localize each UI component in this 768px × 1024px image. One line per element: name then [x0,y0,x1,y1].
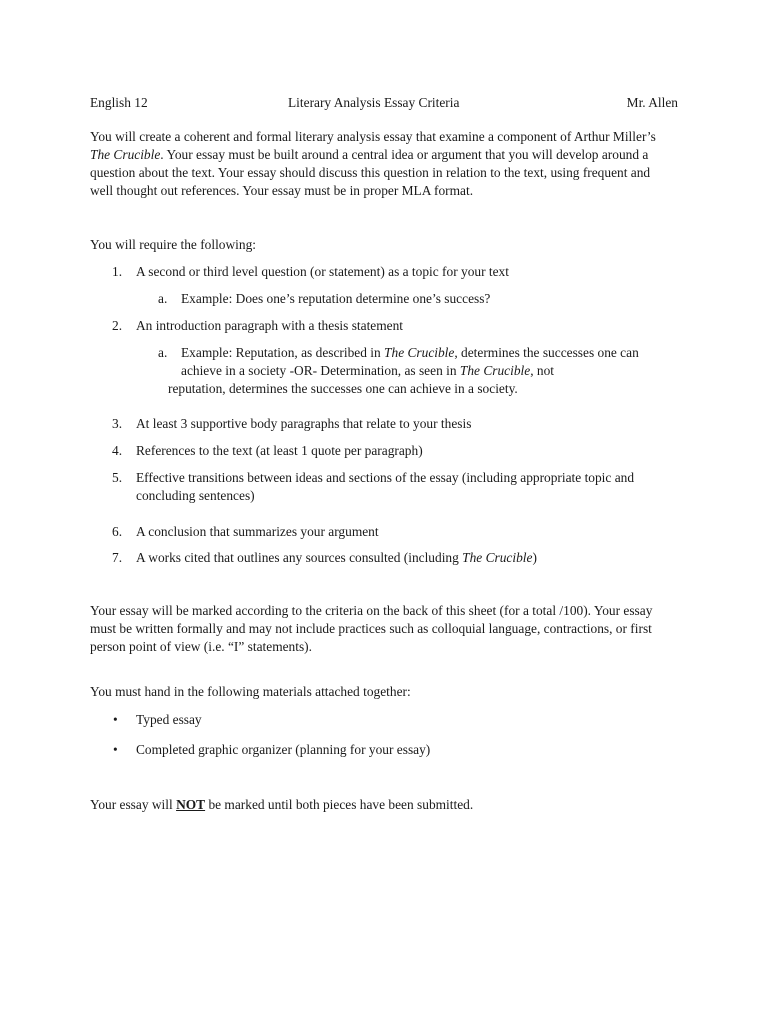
list-item-text: A second or third level question (or statement) as a topic for your text [136,264,509,279]
sub-letter: a. [158,345,168,360]
sub-text-3: , not [530,363,554,378]
sub-letter: a. [158,291,168,306]
intro-text-2: . Your essay must be built around a central idea or argument that you will develop around a question about the text. Your essay should discuss this question in relation to the text, using frequent and well thought out references. Your essay must be in proper MLA format. [90,147,651,198]
closing-emphasis: NOT [176,797,206,812]
list-number: 1. [112,264,123,279]
list-book-title: The Crucible [462,550,533,565]
list-item-text: An introduction paragraph with a thesis statement [136,318,404,333]
list-number: 5. [112,470,123,485]
bullet-text: Typed essay [136,712,202,727]
sub-item-text [168,344,677,398]
list-item-text: At least 3 supportive body paragraphs that relate to your thesis [136,416,472,431]
list-item-text: Effective transitions between ideas and sections of the essay (including appropriate topic and concluding sentences) [136,470,635,503]
intro-book-title: The Crucible [90,147,161,162]
handin-lead: You must hand in the following materials attached together: [90,684,411,699]
list-number: 2. [112,318,123,333]
list-item-text: References to the text (at least 1 quote per paragraph) [136,443,423,458]
list-number: 4. [112,443,123,458]
requirements-lead: You will require the following: [90,237,257,252]
sub-text-1: Example: Reputation, as described in [181,345,385,360]
list-item-text: A conclusion that summarizes your argument [136,524,379,539]
closing-text-1: Your essay will [90,797,177,812]
list-number: 3. [112,416,123,431]
list-number: 6. [112,524,123,539]
sub-book-title-1: The Crucible [384,345,455,360]
list-text-before: A works cited that outlines any sources consulted (including [136,550,463,565]
bullet-icon: • [113,712,118,727]
marking-paragraph: Your essay will be marked according to the criteria on the back of this sheet (for a total /100). Your essay must be written formally and may not include practices such as colloquial language, contractions, or first person point of view (i.e. “I” statements). [90,603,653,654]
closing-paragraph [90,796,670,814]
bullet-text: Completed graphic organizer (planning for your essay) [136,742,431,757]
list-number: 7. [112,550,123,565]
sub-text-2: , determines the successes one can achieve in a society -OR- Determination, as seen in [181,345,639,378]
document-header [90,94,678,112]
list-item-text [136,549,680,567]
course-name: English 12 [90,95,148,110]
teacher-name: Mr. Allen [626,95,678,110]
closing-text-2: be marked until both pieces have been submitted. [205,797,474,812]
intro-text-1: You will create a coherent and formal literary analysis essay that examine a component of Arthur Miller’s [90,129,656,144]
sub-text-4: reputation, determines the successes one can achieve in a society. [168,381,518,396]
document-title: Literary Analysis Essay Criteria [288,95,460,110]
sub-item-text: Example: Does one’s reputation determine one’s success? [181,291,491,306]
list-text-after: ) [532,550,537,565]
intro-paragraph [90,128,670,200]
bullet-icon: • [113,742,118,757]
sub-book-title-2: The Crucible [459,363,531,378]
